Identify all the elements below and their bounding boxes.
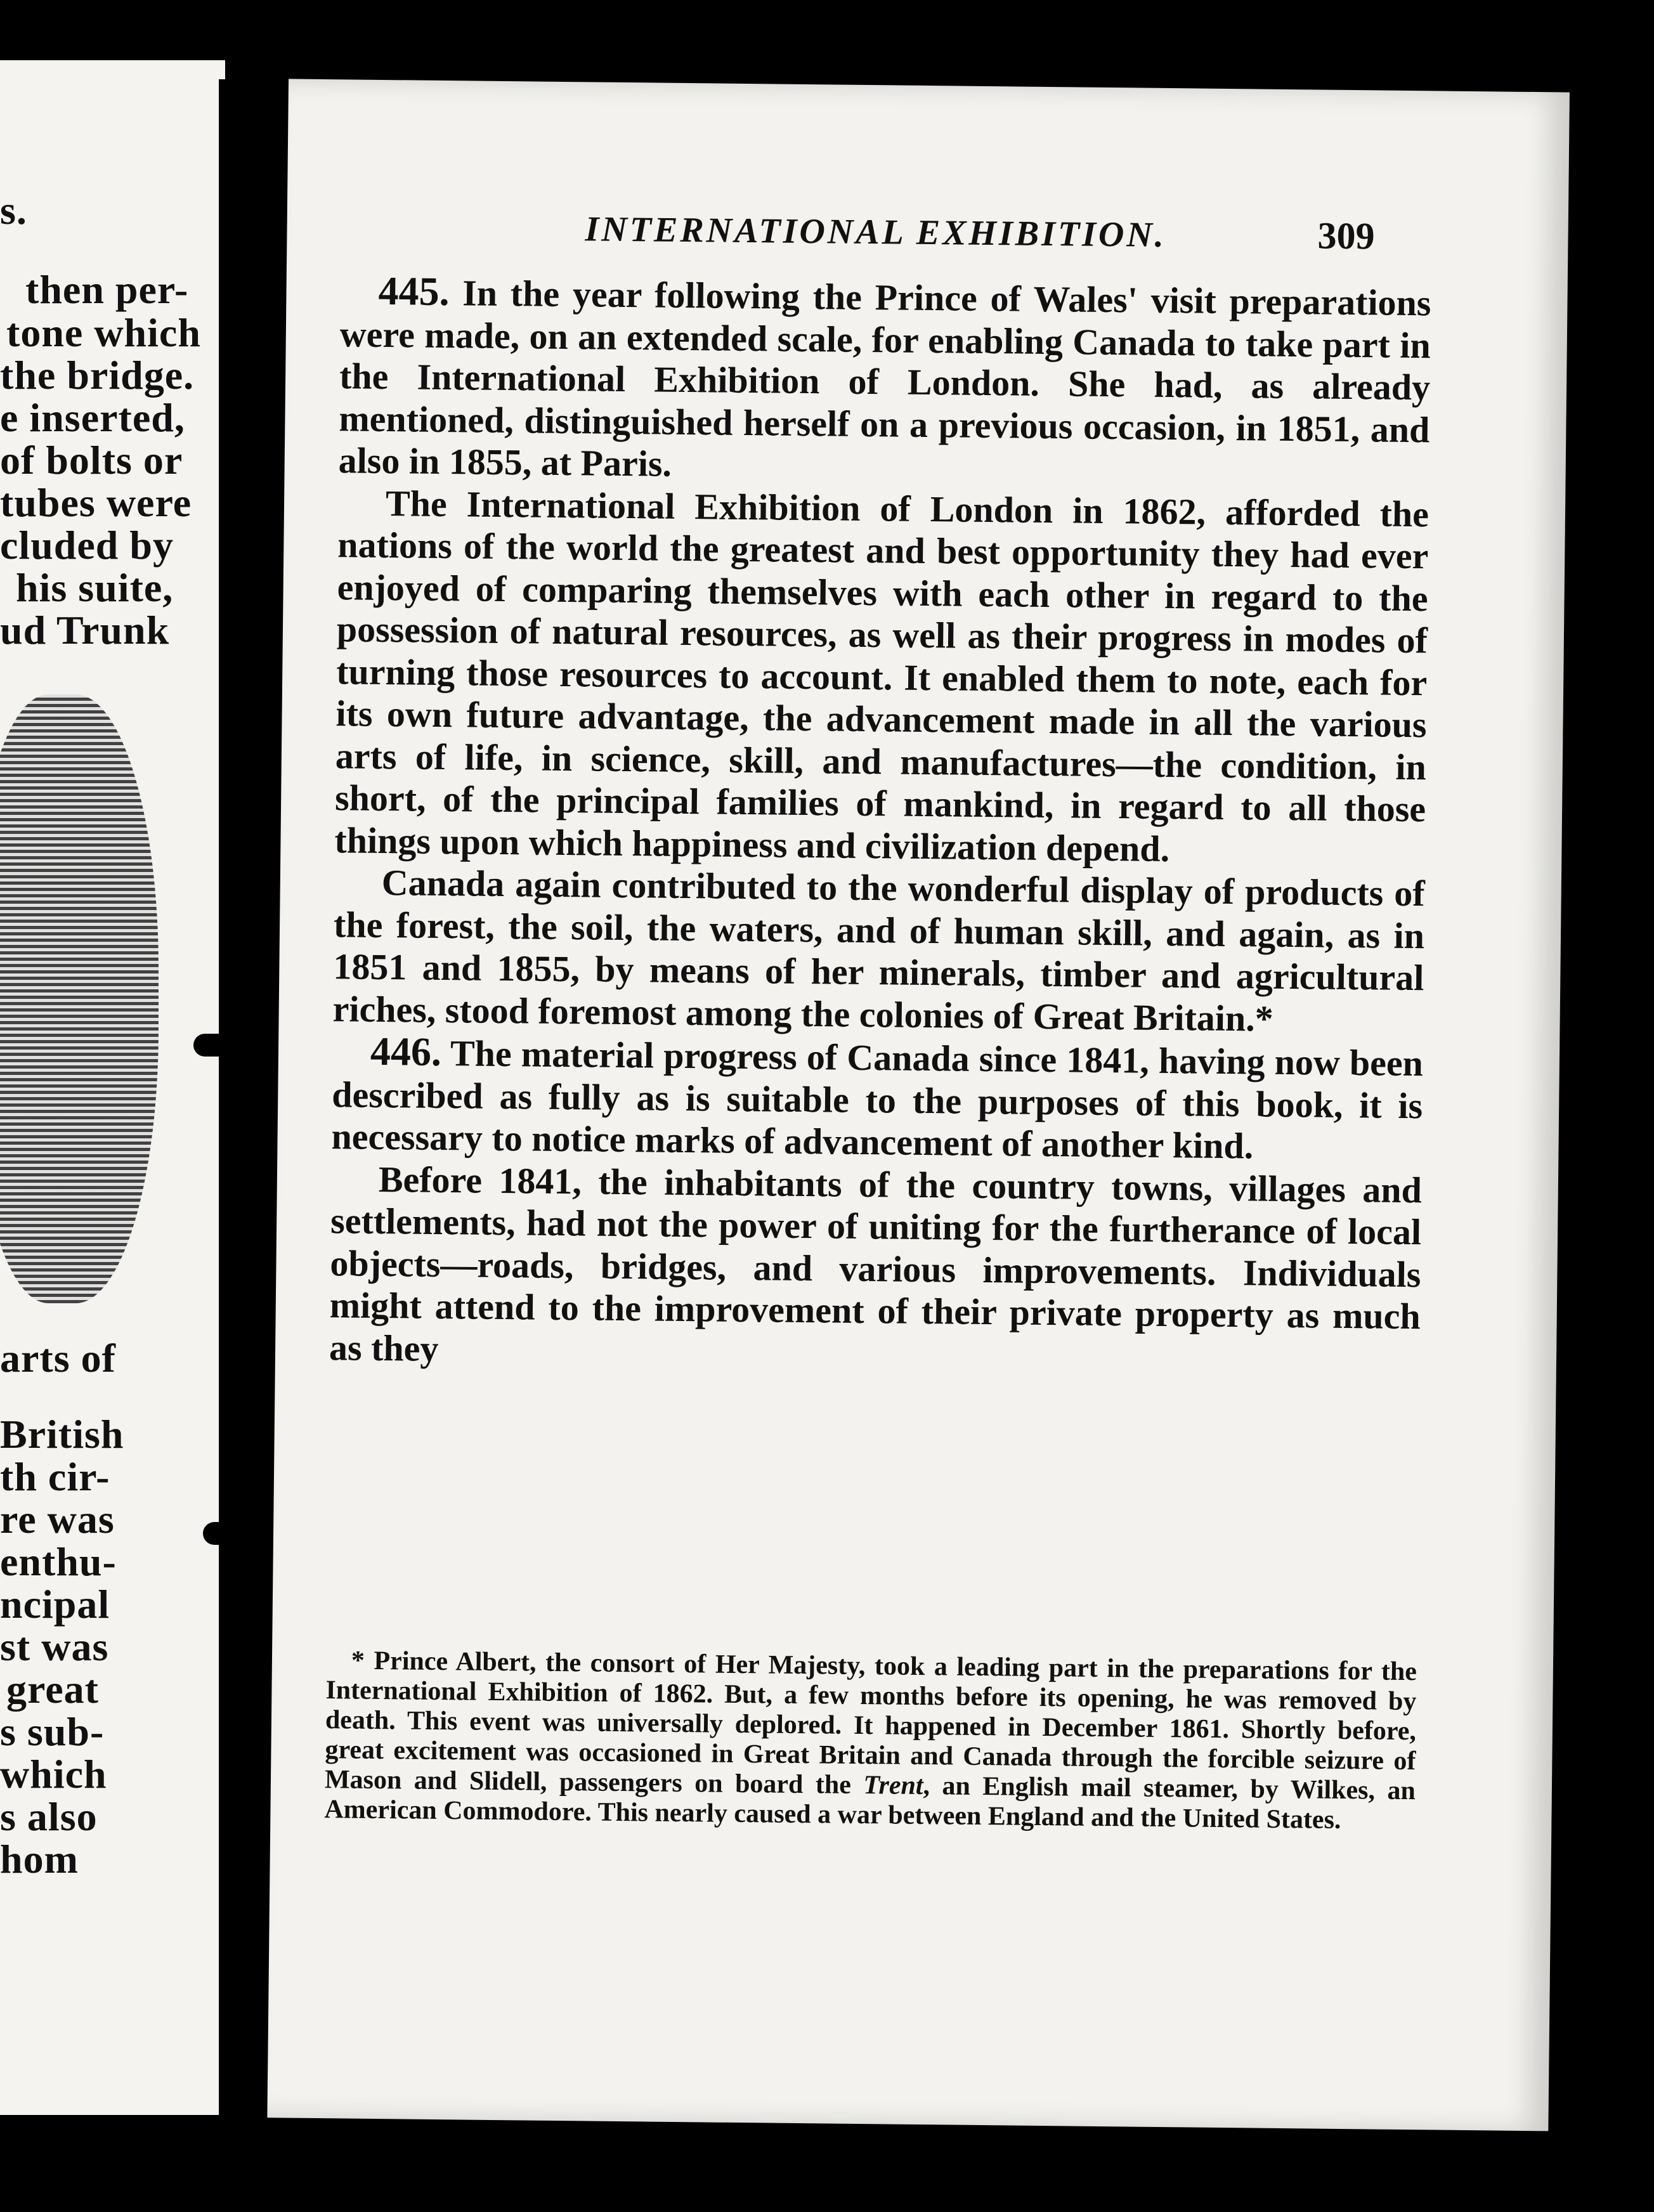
left-page-text: his suite,	[16, 565, 174, 610]
body-text	[329, 270, 1431, 1380]
paragraph	[338, 270, 1431, 493]
left-page-text: st was	[0, 1624, 109, 1669]
left-page-text: s also	[0, 1794, 98, 1839]
paragraph	[334, 482, 1429, 873]
left-page-text: British	[0, 1412, 124, 1457]
left-page-text: s sub-	[0, 1709, 105, 1754]
paragraph-text: Before 1841, the inhabitants of the country towns, villages and settlements, had not the power of uniting for the furtherance of local objects—roads, bridges, and various improvements. Individuals might attend to the improvement of their private property as much as they	[329, 1158, 1423, 1369]
page-number: 309	[1317, 214, 1375, 257]
book-spine	[219, 79, 258, 2140]
right-page	[267, 79, 1570, 2131]
paragraph	[331, 1030, 1423, 1169]
left-page-text: the bridge.	[0, 353, 195, 398]
left-page	[0, 60, 225, 2115]
paragraph	[332, 861, 1425, 1041]
left-page-text: tone which	[6, 310, 201, 355]
left-page-text: s.	[0, 188, 27, 233]
left-page-text: hom	[0, 1837, 79, 1882]
left-page-text: arts of	[0, 1336, 116, 1381]
paragraph-number: 446.	[370, 1028, 442, 1075]
footnote	[324, 1646, 1417, 1836]
left-page-text: tubes were	[0, 480, 192, 525]
left-page-text: re was	[0, 1497, 115, 1542]
paragraph-text: The International Exhibition of London in 1862, afforded the nations of the world the greatest and best opportunity they had ever enjoyed of comparing themselves with each other in regard to the possession of natural resources, as well as their progress in modes of turning those resources to account. It enabled them to note, each for its own future advantage, the advancement made in all the various arts of life, in science, skill, and manufactures—the condition, in short, of the principal families of mankind, in regard to all those things upon which happiness and civilization depend.	[334, 482, 1429, 869]
footnote-ship-name: Trent	[863, 1771, 923, 1801]
spine-clasp	[193, 1034, 282, 1057]
left-page-text: great	[6, 1667, 99, 1712]
paragraph-text: In the year following the Prince of Wales' visit preparations were made, on an extended scale, for enabling Canada to take part in the International Exhibition of London. She had, as already mentioned, distinguished herself on a previous occasion, in 1851, and also in 1855, at Paris.	[338, 272, 1431, 485]
left-page-text: e inserted,	[0, 395, 185, 440]
running-head: INTERNATIONAL EXHIBITION.	[585, 209, 1167, 255]
footnote-text: * Prince Albert, the consort of Her Majesty, took a leading part in the preparations for the International Exhibition of 1862. But, a few months before its opening, he was removed by death. This event was universally deplored. It happened in December 1861. Shortly before, great excitement was occasioned in Great Britain and Canada through the forcible seizure of Mason and Slidell, passengers on board the	[324, 1646, 1417, 1800]
left-page-text: ud Trunk	[0, 608, 170, 653]
left-page-text: cluded by	[0, 523, 174, 568]
left-page-text: th cir-	[0, 1454, 110, 1499]
left-page-text: enthu-	[0, 1539, 117, 1584]
footnote-text: , an English mail steamer, by Wilkes, an American Commodore. This nearly caused a war between England and the United States.	[324, 1771, 1416, 1835]
paragraph-number: 445.	[378, 268, 450, 315]
paragraph-text: The material progress of Canada since 1841, having now been described as fully as is suitable to the purposes of this book, it is necessary to notice marks of advancement of another kind.	[331, 1032, 1424, 1167]
paragraph	[329, 1158, 1422, 1380]
engraving-fragment	[0, 694, 159, 1303]
paragraph-text: Canada again contributed to the wonderful display of products of the forest, the soil, the waters, and of human skill, and again, as in 1851 and 1855, by means of her minerals, timber and agricultural riches, stood foremost among the colonies of Great Britain.*	[332, 862, 1426, 1039]
left-page-text: which	[0, 1752, 107, 1797]
left-page-text: of bolts or	[0, 438, 183, 483]
left-page-text: ncipal	[0, 1582, 110, 1627]
left-page-text: then per-	[25, 267, 189, 312]
